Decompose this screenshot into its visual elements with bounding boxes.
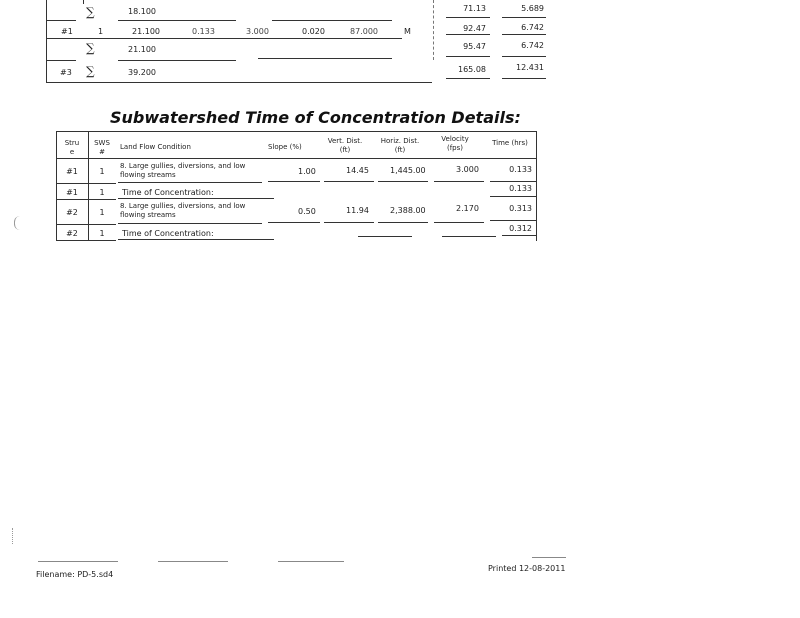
row-sws: 1 xyxy=(98,27,104,36)
row-col-a: 165.08 xyxy=(458,65,486,74)
row-horiz: 2,388.00 xyxy=(390,206,426,215)
row-col-a: 95.47 xyxy=(463,42,486,51)
row-sws: 1 xyxy=(99,188,105,197)
row-rule xyxy=(446,34,490,35)
row-value: 21.100 xyxy=(128,45,156,54)
footer-rule xyxy=(278,561,344,562)
row-rule xyxy=(56,240,116,241)
row-c1: 0.133 xyxy=(192,27,215,36)
row-rule xyxy=(324,181,374,182)
footer-rule xyxy=(158,561,228,562)
row-rule xyxy=(446,56,490,57)
row-rule xyxy=(378,222,428,223)
row-struct: #1 xyxy=(66,167,78,176)
row-vert: 11.94 xyxy=(346,206,369,215)
row-col-a: 92.47 xyxy=(463,24,486,33)
sum-symbol: ∑ xyxy=(86,64,95,78)
top-table-left-border xyxy=(46,0,47,82)
row-rule xyxy=(46,60,76,61)
header-sws: SWS # xyxy=(94,139,110,156)
row-value: 39.200 xyxy=(128,68,156,77)
row-rule xyxy=(118,223,262,224)
header-struct: Stru e xyxy=(64,139,80,156)
row-label: #1 xyxy=(61,27,73,36)
row-col-a: 71.13 xyxy=(463,4,486,13)
row-time: 0.133 xyxy=(509,184,532,193)
header-vert-dist: Vert. Dist. (ft) xyxy=(327,137,363,154)
header-horiz-dist: Horiz. Dist. (ft) xyxy=(380,137,420,154)
row-condition: 8. Large gullies, diversions, and low xyxy=(120,202,246,210)
row-slope: 0.50 xyxy=(298,207,316,216)
row-rule xyxy=(324,222,374,223)
row-rule xyxy=(56,183,116,184)
row-value: 21.100 xyxy=(132,27,160,36)
row-rule xyxy=(490,181,537,182)
tc-label: Time of Concentration: xyxy=(122,188,214,197)
row-time: 0.313 xyxy=(509,204,532,213)
row-rule xyxy=(442,236,496,237)
row-rule xyxy=(118,60,236,61)
row-c3: 0.020 xyxy=(302,27,325,36)
row-col-b: 5.689 xyxy=(521,4,544,13)
row-rule xyxy=(446,78,490,79)
row-rule xyxy=(118,182,262,183)
row-condition: flowing streams xyxy=(120,211,176,219)
row-rule xyxy=(46,20,76,21)
row-c2: 3.000 xyxy=(246,27,269,36)
footer-printed: Printed 12-08-2011 xyxy=(488,564,566,573)
row-time: 0.133 xyxy=(509,165,532,174)
row-label: #3 xyxy=(60,68,72,77)
row-rule xyxy=(46,82,432,83)
footer-filename: Filename: PD-5.sd4 xyxy=(36,570,114,579)
row-rule xyxy=(502,235,537,236)
header-slope: Slope (%) xyxy=(268,143,302,151)
footer-rule xyxy=(532,557,566,558)
row-condition: 8. Large gullies, diversions, and low xyxy=(120,162,246,170)
sum-symbol: ∑ xyxy=(86,5,95,19)
row-col-b: 6.742 xyxy=(521,23,544,32)
row-rule xyxy=(268,181,320,182)
row-rule xyxy=(118,198,274,199)
top-table-col-divider xyxy=(83,0,84,4)
row-rule xyxy=(118,239,274,240)
row-rule xyxy=(358,236,412,237)
header-time: Time (hrs) xyxy=(492,139,528,147)
row-struct: #2 xyxy=(66,208,78,217)
row-vert: 14.45 xyxy=(346,166,369,175)
row-rule xyxy=(490,196,537,197)
section-title: Subwatershed Time of Concentration Details: xyxy=(110,108,521,127)
row-col-b: 12.431 xyxy=(516,63,544,72)
row-struct: #2 xyxy=(66,229,78,238)
row-horiz: 1,445.00 xyxy=(390,166,426,175)
row-velocity: 3.000 xyxy=(456,165,479,174)
row-rule xyxy=(490,220,537,221)
row-rule xyxy=(502,34,546,35)
row-rule xyxy=(272,20,392,21)
row-rule xyxy=(502,56,546,57)
row-rule xyxy=(434,222,484,223)
row-slope: 1.00 xyxy=(298,167,316,176)
row-c5: M xyxy=(404,27,411,36)
scan-artifact xyxy=(12,528,23,544)
row-struct: #1 xyxy=(66,188,78,197)
row-rule xyxy=(46,38,402,39)
row-col-b: 6.742 xyxy=(521,41,544,50)
row-rule xyxy=(378,181,428,182)
row-sws: 1 xyxy=(99,167,105,176)
row-rule xyxy=(502,17,546,18)
row-rule xyxy=(118,20,236,21)
row-rule xyxy=(258,58,392,59)
row-condition: flowing streams xyxy=(120,171,176,179)
scan-artifact xyxy=(14,216,21,230)
row-rule xyxy=(56,199,116,200)
tc-table-right-border xyxy=(536,131,537,241)
header-bottom-rule xyxy=(56,158,537,159)
row-rule xyxy=(56,224,116,225)
footer-rule xyxy=(38,561,118,562)
tc-table-top-border xyxy=(56,131,537,132)
row-sws: 1 xyxy=(99,208,105,217)
row-sws: 1 xyxy=(99,229,105,238)
row-value: 18.100 xyxy=(128,7,156,16)
row-rule xyxy=(502,78,546,79)
row-c4: 87.000 xyxy=(350,27,378,36)
header-land-flow: Land Flow Condition xyxy=(120,143,191,151)
tc-label: Time of Concentration: xyxy=(122,229,214,238)
sum-symbol: ∑ xyxy=(86,41,95,55)
top-table-dashed-divider xyxy=(433,0,434,60)
row-rule xyxy=(268,222,320,223)
row-time: 0.312 xyxy=(509,224,532,233)
row-velocity: 2.170 xyxy=(456,204,479,213)
header-velocity: Velocity (fps) xyxy=(441,135,469,152)
row-rule xyxy=(446,17,490,18)
row-rule xyxy=(434,181,484,182)
